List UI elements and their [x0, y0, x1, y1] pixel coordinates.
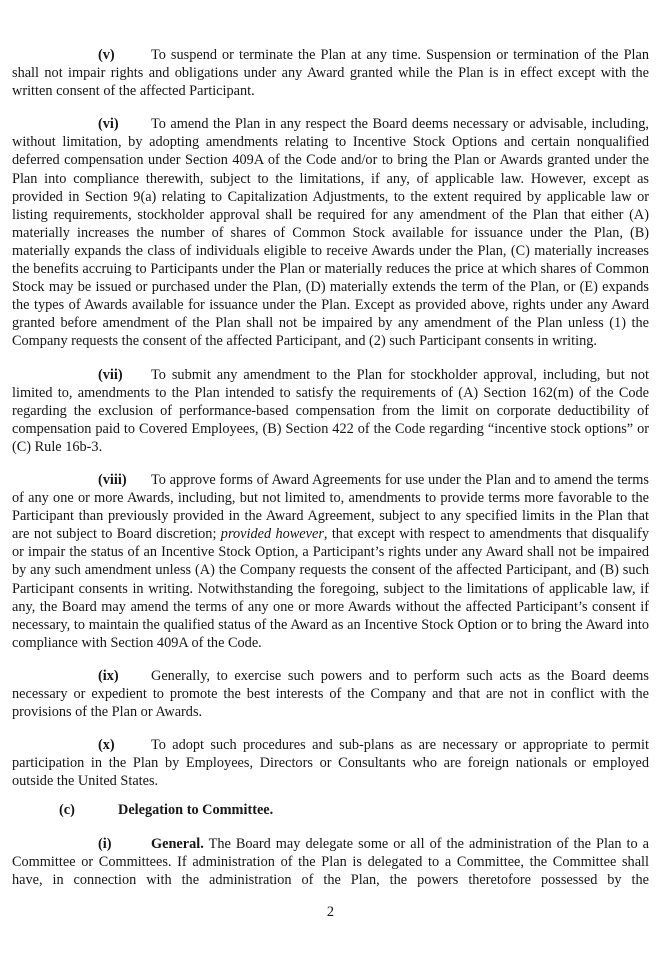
text-segment: , that except with respect to amendments that disqualify or impair the status of an Incentive Stock Option, a Participant’s rights under any Award shall not be impaired by any such amendment unless (A) the Company requests the consent of the affected Participant, and (B) such Participant consents in writing. Notwithstanding the foregoing, subject to the limitations of applicable law, if any, the Board may amend the terms of any one or more Awards without the affected Participant’s consent if necessary, to maintain the qualified status of the Award as an Incentive Stock Option or to bring the Award into compliance with Section 409A of the Code.: [12, 526, 649, 651]
paragraph-label: (v): [98, 47, 115, 63]
paragraph-label: (vi): [98, 116, 119, 133]
paragraph-label: (viii): [98, 471, 127, 488]
text-segment: Generally, to exercise such powers and to perform such acts as the Board deems necessary or expedient to promote the best interests of the Company and that are not in conflict with the provisions of the Plan or Awards.: [12, 667, 649, 721]
section-heading: [12, 801, 649, 819]
text-segment: General.: [151, 835, 204, 852]
text-segment: Delegation to Committee.: [118, 802, 274, 819]
body-paragraph: [12, 471, 649, 652]
text-segment: To amend the Plan in any respect the Board deems necessary or advisable, including, without limitation, by adopting amendments relating to Incentive Stock Options and certain nonqualified deferred compensation under Section 409A of the Code and/or to bring the Plan or Awards granted under the Plan into compliance therewith, subject to the limitations, if any, of applicable law. However, except as provided in Section 9(a) relating to Capitalization Adjustments, to the extent required by applicable law or listing requirements, stockholder approval shall be required for any amendment of the Plan that either (A) materially increases the number of shares of Common Stock available for issuance under the Plan, (B) materially expands the class of individuals eligible to receive Awards under the Plan, (C) materially increases the benefits accruing to Participants under the Plan or materially reduces the price at which shares of Common Stock may be issued or purchased under the Plan, (D) materially extends the term of the Plan, or (E) expands the types of Awards available for issuance under the Plan. Except as provided above, rights under any Award granted before amendment of the Plan shall not be impaired by any amendment of the Plan unless (1) the Company requests the consent of the affected Participant, and (2) such Participant consents in writing.: [12, 116, 649, 350]
body-paragraph: [12, 667, 649, 721]
body-paragraph: [12, 46, 649, 100]
page-number: 2: [326, 903, 335, 920]
paragraph-label: (c): [59, 802, 75, 819]
document-body: [12, 46, 649, 889]
body-paragraph: [12, 835, 649, 889]
text-segment: To approve forms of Award Agreements for use under the Plan and to amend the terms of any one or more Awards, including, but not limited to, amendments to provide terms more favorable to the Participant than previously provided in the Award Agreement, subject to any specified limits in the Plan that are not subject to Board discretion;: [12, 471, 649, 543]
paragraph-label: (vii): [98, 366, 123, 383]
text-segment: The Board may delegate some or all of the administration of the Plan to a Committee or Committees. If administration of the Plan is delegated to a Committee, the Committee shall have, in connection with the administration of the Plan, the powers theretofore possessed by the: [12, 835, 649, 888]
text-segment: To submit any amendment to the Plan for stockholder approval, including, but not limited to, amendments to the Plan intended to satisfy the requirements of (A) Section 162(m) of the Code regarding the exclusion of performance-based compensation from the limit on corporate deductibility of compensation paid to Covered Employees, (B) Section 422 of the Code regarding “incentive stock options” or (C) Rule 16b-3.: [12, 366, 649, 455]
paragraph-label: (ix): [98, 667, 119, 684]
body-paragraph: [12, 366, 649, 456]
text-segment: To suspend or terminate the Plan at any time. Suspension or termination of the Plan shall not impair rights and obligations under any Award granted while the Plan is in effect except with the written consent of the affected Participant.: [12, 47, 649, 100]
body-paragraph: [12, 736, 649, 790]
paragraph-label: (i): [98, 835, 112, 852]
text-segment: provided however: [220, 526, 324, 543]
paragraph-label: (x): [98, 737, 115, 754]
text-segment: To adopt such procedures and sub-plans as are necessary or appropriate to permit participation in the Plan by Employees, Directors or Consultants who are foreign nationals or employed outside the United States.: [12, 737, 649, 790]
body-paragraph: [12, 115, 649, 350]
